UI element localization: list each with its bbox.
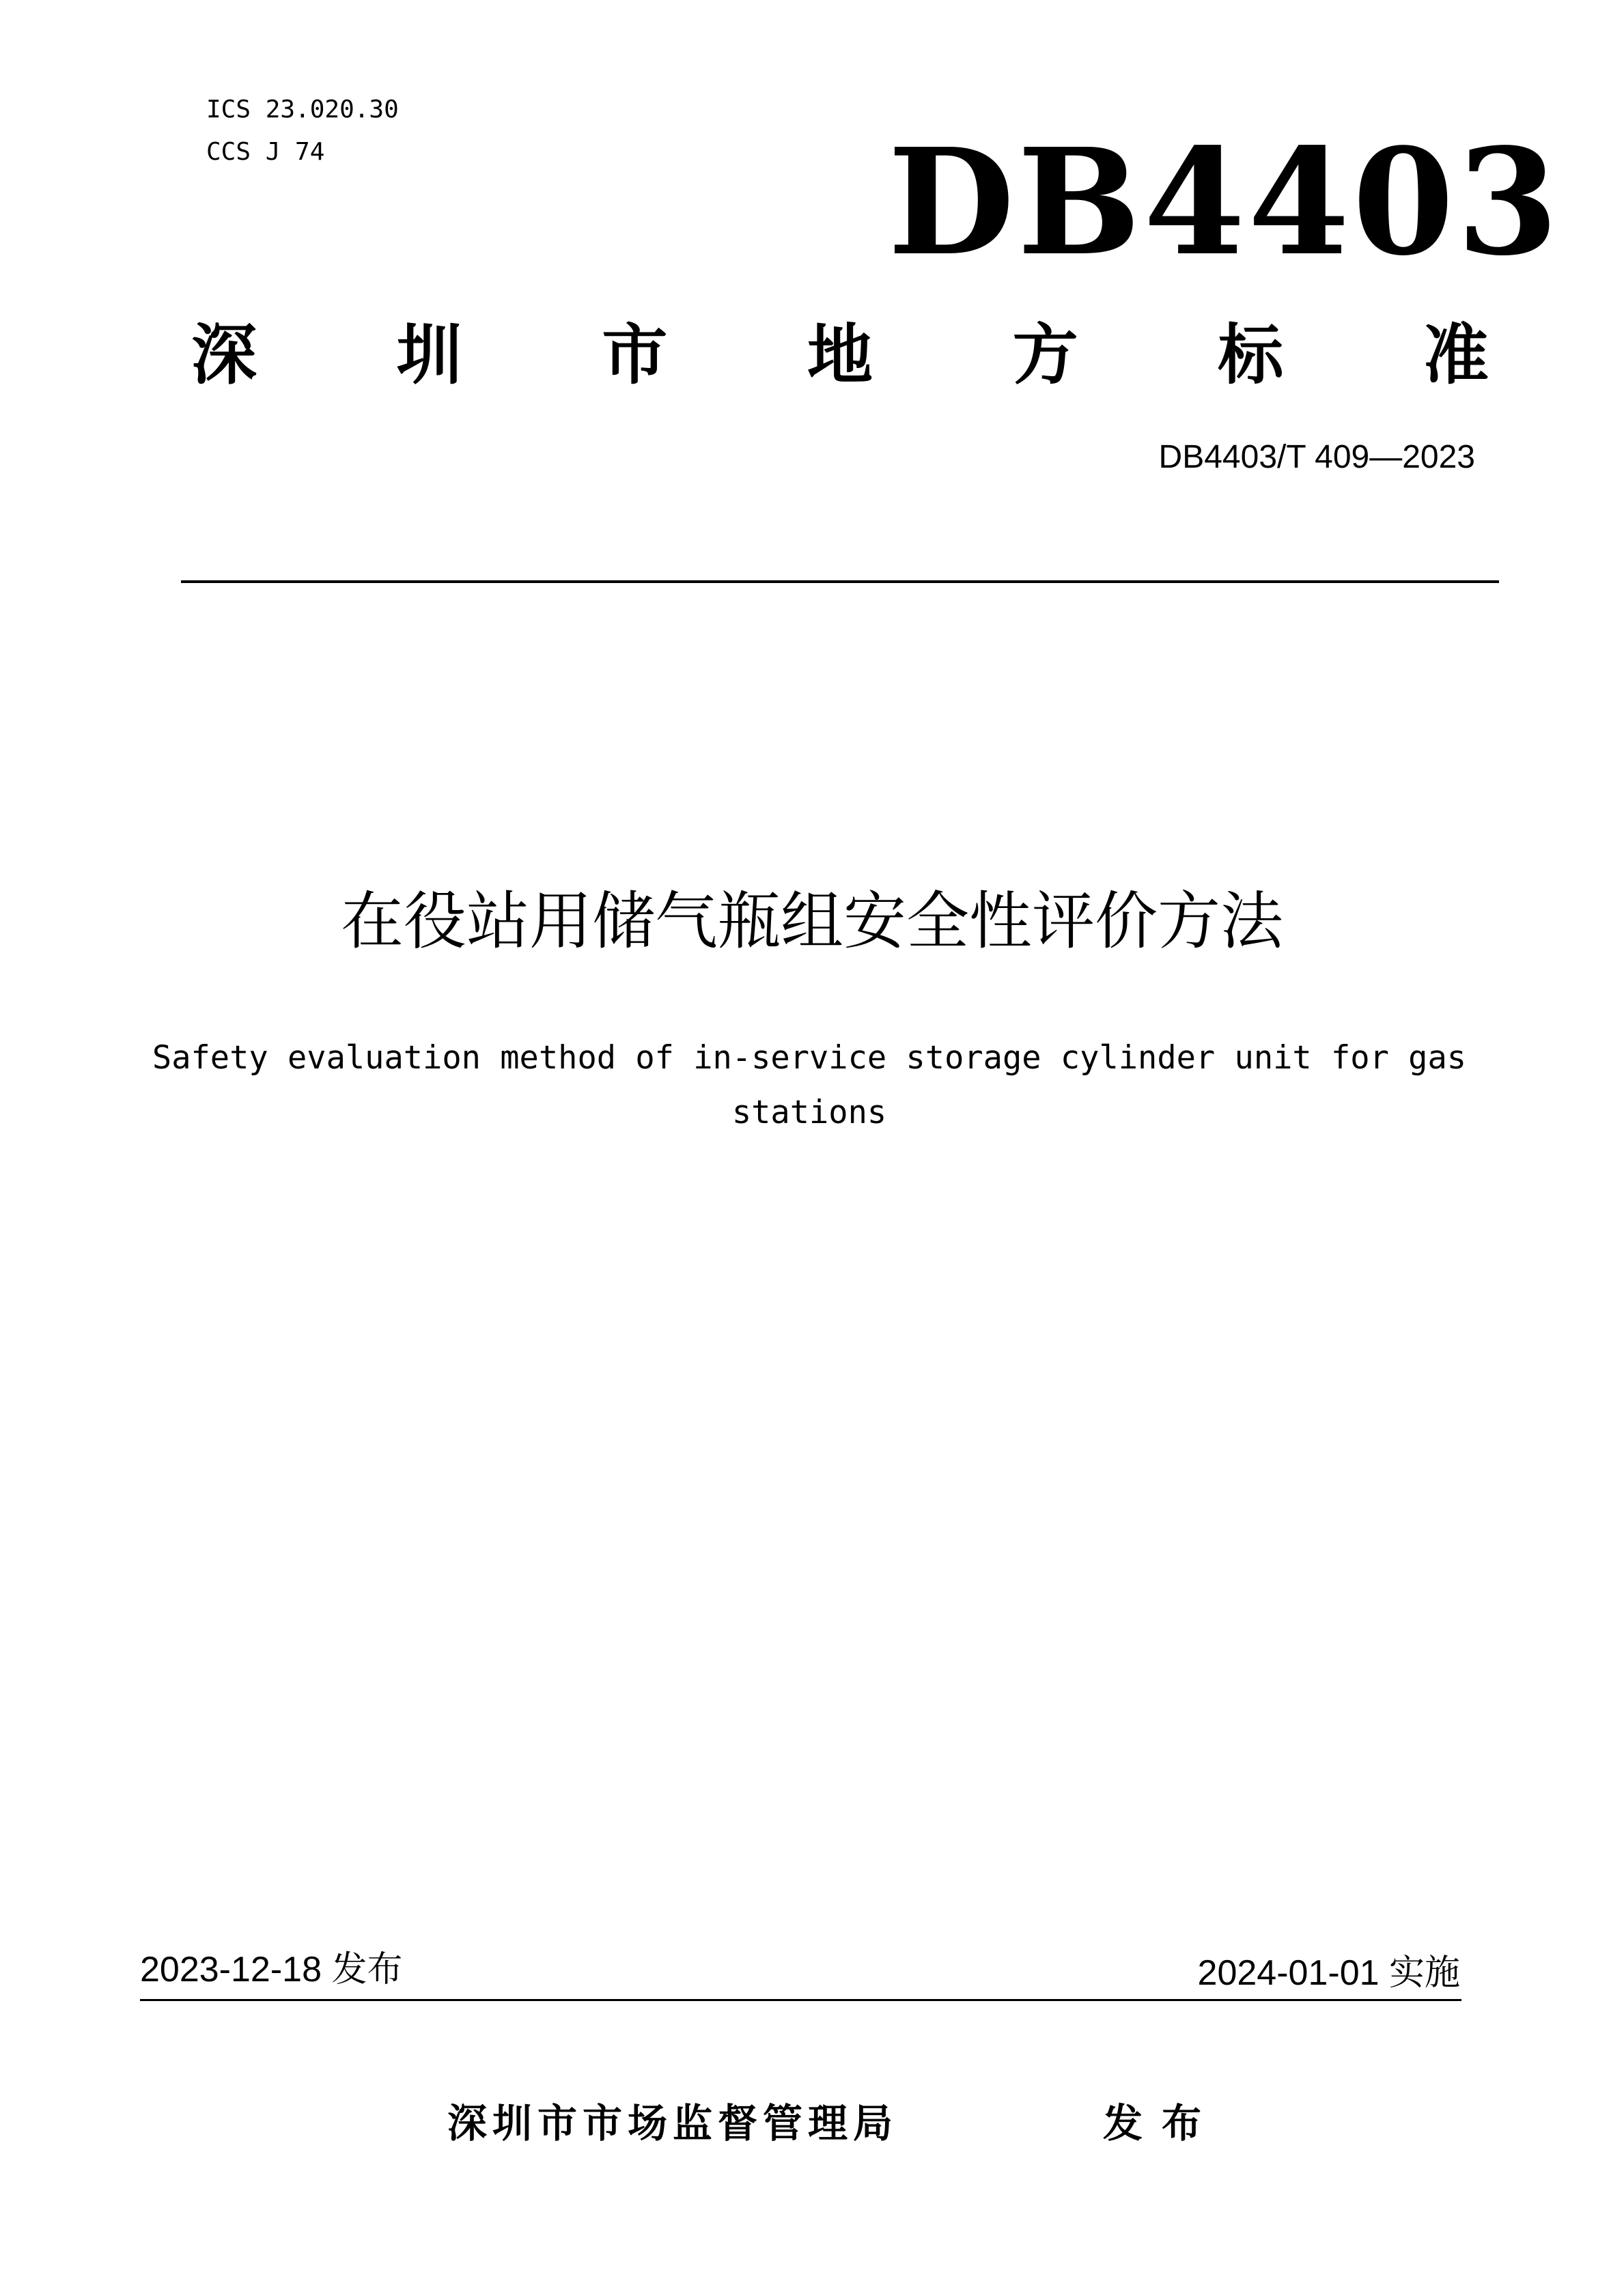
header-divider [181,580,1499,583]
standard-type-title [191,314,1489,396]
document-title-chinese: 在役站用储气瓶组安全性评价方法 [340,885,1283,958]
effective-date: 2024-01-01 实施 [1197,1953,1460,1993]
issue-date: 2023-12-18 发布 [140,1950,403,1989]
standard-type-char: 方 [1012,317,1078,393]
standard-type-char: 地 [807,317,873,393]
standard-number: DB4403/T 409—2023 [1158,439,1475,475]
standard-type-char: 深 [191,317,257,393]
standard-type-char: 圳 [396,317,462,393]
ccs-code: CCS J 74 [206,138,325,166]
standard-mark: DB4403 [888,117,1562,288]
footer-divider [140,1999,1461,2001]
classification-codes [206,89,399,173]
issue-action: 发布 [1103,2100,1221,2146]
standard-type-char: 市 [602,317,668,393]
issuing-authority: 深圳市市场监督管理局 [447,2100,899,2146]
standard-type-char: 准 [1423,317,1489,393]
standard-type-char: 标 [1218,317,1284,393]
document-title-english: Safety evaluation method of in-service storage cylinder unit for gas stations [152,1039,1467,1131]
ics-code: ICS 23.020.30 [206,96,399,124]
